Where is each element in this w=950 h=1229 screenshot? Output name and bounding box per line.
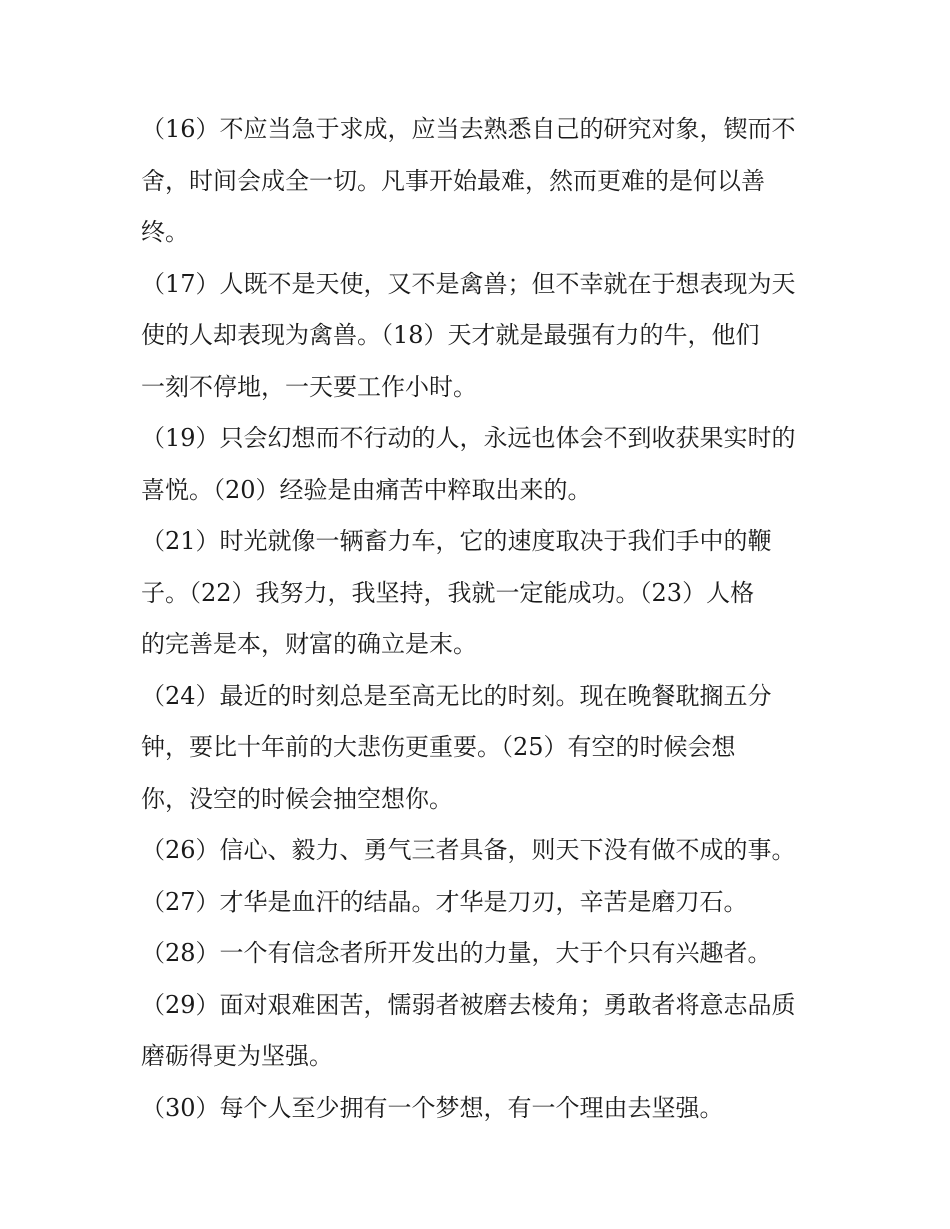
- text-line: （26）信心、毅力、勇气三者具备，则天下没有做不成的事。: [141, 836, 796, 864]
- text-line: （21）时光就像一辆畜力车，它的速度取决于我们手中的鞭: [141, 527, 772, 555]
- text-line: 喜悦。（20）经验是由痛苦中粹取出来的。: [141, 475, 592, 504]
- text-line: （30）每个人至少拥有一个梦想，有一个理由去坚强。: [141, 1093, 724, 1122]
- text-line: （16）不应当急于求成，应当去熟悉自己的研究对象，锲而不: [141, 115, 796, 143]
- text-line: （28）一个有信念者所开发出的力量，大于个只有兴趣者。: [141, 939, 772, 967]
- text-line: 终。: [141, 218, 189, 246]
- text-line: 你，没空的时候会抽空想你。: [141, 784, 453, 813]
- text-line: （29）面对艰难困苦，懦弱者被磨去棱角；勇敢者将意志品质: [141, 990, 796, 1019]
- text-line: （17）人既不是天使，又不是禽兽；但不幸就在于想表现为天: [141, 269, 796, 298]
- text-line: （19）只会幻想而不行动的人，永远也体会不到收获果实时的: [141, 424, 796, 452]
- text-line: 使的人却表现为禽兽。（18）天才就是最强有力的牛，他们: [141, 321, 760, 349]
- text-line: 钟，要比十年前的大悲伤更重要。（25）有空的时候会想: [141, 733, 736, 761]
- text-line: （24）最近的时刻总是至高无比的时刻。现在晚餐耽搁五分: [141, 681, 772, 710]
- text-line: （27）才华是血汗的结晶。才华是刀刃，辛苦是磨刀石。: [141, 887, 748, 916]
- text-line: 舍，时间会成全一切。凡事开始最难，然而更难的是何以善: [141, 166, 765, 195]
- text-line: 磨砺得更为坚强。: [141, 1042, 333, 1070]
- quote-text-block: [141, 104, 821, 1134]
- text-line: 子。（22）我努力，我坚持，我就一定能成功。（23）人格: [141, 578, 755, 607]
- text-line: 一刻不停地，一天要工作小时。: [141, 372, 477, 401]
- text-line: 的完善是本，财富的确立是末。: [141, 630, 477, 658]
